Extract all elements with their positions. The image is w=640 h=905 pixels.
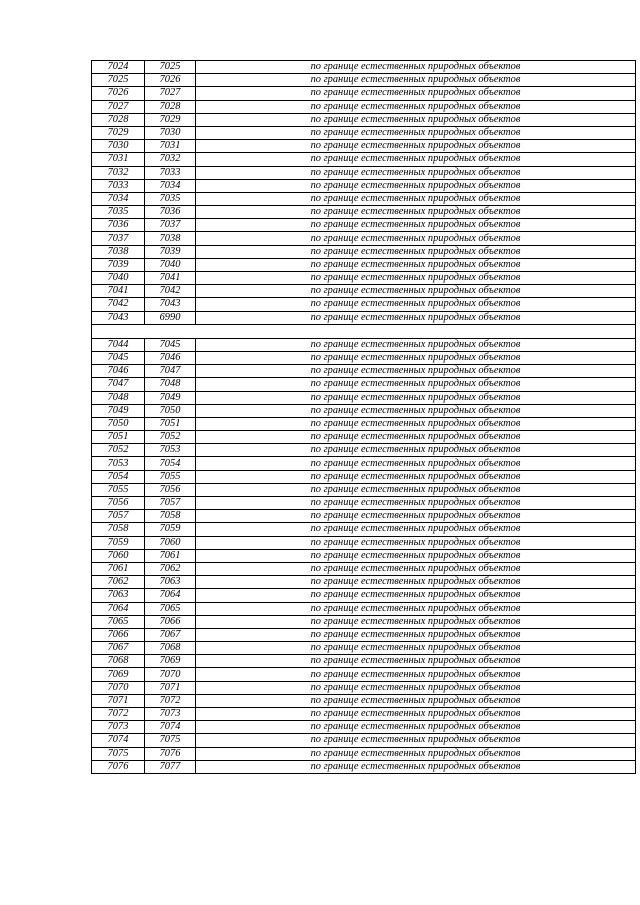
from-point-cell: 7042: [92, 298, 145, 311]
boundary-description-cell: по границе естественных природных объектов: [196, 219, 636, 232]
table-row: [92, 61, 636, 74]
boundary-description-cell: по границе естественных природных объектов: [196, 655, 636, 668]
from-point-cell: 7044: [92, 338, 145, 351]
table-row: [92, 694, 636, 707]
table-row: [92, 404, 636, 417]
boundary-description-cell: по границе естественных природных объектов: [196, 708, 636, 721]
boundary-description-cell: по границе естественных природных объектов: [196, 166, 636, 179]
boundary-description-cell: по границе естественных природных объектов: [196, 576, 636, 589]
to-point-cell: 7028: [145, 100, 196, 113]
table-row: [92, 87, 636, 100]
from-point-cell: 7069: [92, 668, 145, 681]
to-point-cell: 7071: [145, 681, 196, 694]
from-point-cell: 7030: [92, 140, 145, 153]
from-point-cell: 7032: [92, 166, 145, 179]
to-point-cell: 7051: [145, 417, 196, 430]
table-row: [92, 589, 636, 602]
boundary-description-cell: по границе естественных природных объектов: [196, 444, 636, 457]
from-point-cell: 7027: [92, 100, 145, 113]
to-point-cell: 7077: [145, 760, 196, 773]
to-point-cell: 7067: [145, 628, 196, 641]
from-point-cell: 7051: [92, 431, 145, 444]
table-row: [92, 365, 636, 378]
to-point-cell: 6990: [145, 311, 196, 324]
table-row: [92, 602, 636, 615]
boundary-table-body: [92, 61, 636, 774]
table-row: [92, 523, 636, 536]
table-row: [92, 668, 636, 681]
from-point-cell: 7033: [92, 179, 145, 192]
from-point-cell: 7052: [92, 444, 145, 457]
to-point-cell: 7061: [145, 549, 196, 562]
from-point-cell: 7024: [92, 61, 145, 74]
boundary-description-cell: по границе естественных природных объектов: [196, 681, 636, 694]
table-row: [92, 417, 636, 430]
to-point-cell: 7045: [145, 338, 196, 351]
to-point-cell: 7032: [145, 153, 196, 166]
boundary-description-cell: по границе естественных природных объектов: [196, 206, 636, 219]
boundary-description-cell: по границе естественных природных объектов: [196, 483, 636, 496]
from-point-cell: 7045: [92, 351, 145, 364]
from-point-cell: 7070: [92, 681, 145, 694]
to-point-cell: 7073: [145, 708, 196, 721]
from-point-cell: 7075: [92, 747, 145, 760]
boundary-description-cell: по границе естественных природных объектов: [196, 734, 636, 747]
boundary-description-cell: по границе естественных природных объектов: [196, 549, 636, 562]
table-row: [92, 681, 636, 694]
boundary-description-cell: по границе естественных природных объектов: [196, 431, 636, 444]
to-point-cell: 7075: [145, 734, 196, 747]
to-point-cell: 7049: [145, 391, 196, 404]
table-row: [92, 483, 636, 496]
table-row: [92, 179, 636, 192]
from-point-cell: 7029: [92, 126, 145, 139]
boundary-description-cell: по границе естественных природных объектов: [196, 589, 636, 602]
to-point-cell: 7038: [145, 232, 196, 245]
from-point-cell: 7031: [92, 153, 145, 166]
to-point-cell: 7029: [145, 113, 196, 126]
table-row: [92, 721, 636, 734]
boundary-description-cell: по границе естественных природных объектов: [196, 192, 636, 205]
table-row: [92, 536, 636, 549]
boundary-description-cell: по границе естественных природных объектов: [196, 365, 636, 378]
table-row: [92, 126, 636, 139]
boundary-description-cell: по границе естественных природных объектов: [196, 404, 636, 417]
from-point-cell: 7048: [92, 391, 145, 404]
table-row: [92, 747, 636, 760]
to-point-cell: 7052: [145, 431, 196, 444]
to-point-cell: 7064: [145, 589, 196, 602]
table-row: [92, 272, 636, 285]
table-row: [92, 74, 636, 87]
from-point-cell: 7037: [92, 232, 145, 245]
from-point-cell: 7049: [92, 404, 145, 417]
table-row: [92, 510, 636, 523]
boundary-description-cell: по границе естественных природных объектов: [196, 179, 636, 192]
boundary-description-cell: по границе естественных природных объектов: [196, 311, 636, 324]
to-point-cell: 7042: [145, 285, 196, 298]
boundary-description-cell: по границе естественных природных объектов: [196, 615, 636, 628]
table-row: [92, 140, 636, 153]
table-row: [92, 391, 636, 404]
to-point-cell: 7069: [145, 655, 196, 668]
to-point-cell: 7054: [145, 457, 196, 470]
table-row: [92, 245, 636, 258]
to-point-cell: 7033: [145, 166, 196, 179]
boundary-description-cell: по границе естественных природных объектов: [196, 87, 636, 100]
to-point-cell: 7046: [145, 351, 196, 364]
boundary-description-cell: по границе естественных природных объектов: [196, 523, 636, 536]
table-row: [92, 615, 636, 628]
to-point-cell: 7068: [145, 642, 196, 655]
table-row: [92, 576, 636, 589]
table-row: [92, 338, 636, 351]
boundary-description-cell: по границе естественных природных объектов: [196, 378, 636, 391]
group-separator-row: [92, 324, 636, 338]
table-row: [92, 378, 636, 391]
to-point-cell: 7048: [145, 378, 196, 391]
from-point-cell: 7056: [92, 497, 145, 510]
boundary-description-cell: по границе естественных природных объектов: [196, 272, 636, 285]
table-row: [92, 549, 636, 562]
boundary-description-cell: по границе естественных природных объектов: [196, 351, 636, 364]
table-row: [92, 444, 636, 457]
to-point-cell: 7066: [145, 615, 196, 628]
to-point-cell: 7063: [145, 576, 196, 589]
from-point-cell: 7066: [92, 628, 145, 641]
boundary-table: [91, 60, 636, 774]
table-row: [92, 760, 636, 773]
to-point-cell: 7040: [145, 258, 196, 271]
table-row: [92, 166, 636, 179]
boundary-description-cell: по границе естественных природных объектов: [196, 338, 636, 351]
to-point-cell: 7057: [145, 497, 196, 510]
to-point-cell: 7035: [145, 192, 196, 205]
from-point-cell: 7060: [92, 549, 145, 562]
from-point-cell: 7041: [92, 285, 145, 298]
to-point-cell: 7055: [145, 470, 196, 483]
table-row: [92, 497, 636, 510]
boundary-description-cell: по границе естественных природных объектов: [196, 153, 636, 166]
from-point-cell: 7034: [92, 192, 145, 205]
from-point-cell: 7038: [92, 245, 145, 258]
from-point-cell: 7073: [92, 721, 145, 734]
from-point-cell: 7046: [92, 365, 145, 378]
table-row: [92, 457, 636, 470]
from-point-cell: 7039: [92, 258, 145, 271]
from-point-cell: 7062: [92, 576, 145, 589]
boundary-description-cell: по границе естественных природных объектов: [196, 391, 636, 404]
from-point-cell: 7025: [92, 74, 145, 87]
to-point-cell: 7043: [145, 298, 196, 311]
to-point-cell: 7062: [145, 562, 196, 575]
boundary-description-cell: по границе естественных природных объектов: [196, 721, 636, 734]
boundary-description-cell: по границе естественных природных объектов: [196, 470, 636, 483]
from-point-cell: 7067: [92, 642, 145, 655]
boundary-description-cell: по границе естественных природных объектов: [196, 747, 636, 760]
table-row: [92, 734, 636, 747]
table-row: [92, 219, 636, 232]
from-point-cell: 7043: [92, 311, 145, 324]
to-point-cell: 7047: [145, 365, 196, 378]
boundary-description-cell: по границе естественных природных объектов: [196, 602, 636, 615]
boundary-description-cell: по границе естественных природных объектов: [196, 100, 636, 113]
from-point-cell: 7061: [92, 562, 145, 575]
from-point-cell: 7055: [92, 483, 145, 496]
to-point-cell: 7041: [145, 272, 196, 285]
to-point-cell: 7065: [145, 602, 196, 615]
from-point-cell: 7068: [92, 655, 145, 668]
boundary-description-cell: по границе естественных природных объектов: [196, 457, 636, 470]
group-separator-cell: [92, 324, 636, 338]
from-point-cell: 7040: [92, 272, 145, 285]
to-point-cell: 7050: [145, 404, 196, 417]
table-row: [92, 113, 636, 126]
to-point-cell: 7027: [145, 87, 196, 100]
boundary-description-cell: по границе естественных природных объектов: [196, 642, 636, 655]
table-row: [92, 642, 636, 655]
from-point-cell: 7063: [92, 589, 145, 602]
to-point-cell: 7060: [145, 536, 196, 549]
boundary-description-cell: по границе естественных природных объектов: [196, 74, 636, 87]
from-point-cell: 7072: [92, 708, 145, 721]
boundary-description-cell: по границе естественных природных объектов: [196, 760, 636, 773]
from-point-cell: 7028: [92, 113, 145, 126]
to-point-cell: 7036: [145, 206, 196, 219]
table-row: [92, 258, 636, 271]
to-point-cell: 7030: [145, 126, 196, 139]
boundary-description-cell: по границе естественных природных объектов: [196, 510, 636, 523]
from-point-cell: 7054: [92, 470, 145, 483]
boundary-description-cell: по границе естественных природных объектов: [196, 497, 636, 510]
from-point-cell: 7026: [92, 87, 145, 100]
from-point-cell: 7058: [92, 523, 145, 536]
to-point-cell: 7056: [145, 483, 196, 496]
from-point-cell: 7057: [92, 510, 145, 523]
from-point-cell: 7047: [92, 378, 145, 391]
from-point-cell: 7064: [92, 602, 145, 615]
boundary-description-cell: по границе естественных природных объектов: [196, 232, 636, 245]
boundary-description-cell: по границе естественных природных объектов: [196, 536, 636, 549]
boundary-description-cell: по границе естественных природных объектов: [196, 298, 636, 311]
table-row: [92, 628, 636, 641]
to-point-cell: 7059: [145, 523, 196, 536]
to-point-cell: 7070: [145, 668, 196, 681]
table-row: [92, 708, 636, 721]
table-row: [92, 431, 636, 444]
table-row: [92, 100, 636, 113]
boundary-description-cell: по границе естественных природных объектов: [196, 694, 636, 707]
table-row: [92, 232, 636, 245]
table-row: [92, 562, 636, 575]
from-point-cell: 7050: [92, 417, 145, 430]
boundary-description-cell: по границе естественных природных объектов: [196, 113, 636, 126]
boundary-description-cell: по границе естественных природных объектов: [196, 140, 636, 153]
to-point-cell: 7076: [145, 747, 196, 760]
from-point-cell: 7035: [92, 206, 145, 219]
from-point-cell: 7076: [92, 760, 145, 773]
from-point-cell: 7071: [92, 694, 145, 707]
from-point-cell: 7065: [92, 615, 145, 628]
to-point-cell: 7053: [145, 444, 196, 457]
to-point-cell: 7026: [145, 74, 196, 87]
boundary-description-cell: по границе естественных природных объектов: [196, 245, 636, 258]
boundary-description-cell: по границе естественных природных объектов: [196, 61, 636, 74]
to-point-cell: 7039: [145, 245, 196, 258]
to-point-cell: 7034: [145, 179, 196, 192]
to-point-cell: 7037: [145, 219, 196, 232]
from-point-cell: 7059: [92, 536, 145, 549]
table-row: [92, 153, 636, 166]
table-row: [92, 655, 636, 668]
table-row: [92, 285, 636, 298]
from-point-cell: 7036: [92, 219, 145, 232]
table-row: [92, 192, 636, 205]
boundary-description-cell: по границе естественных природных объектов: [196, 417, 636, 430]
boundary-description-cell: по границе естественных природных объектов: [196, 285, 636, 298]
to-point-cell: 7025: [145, 61, 196, 74]
table-row: [92, 206, 636, 219]
to-point-cell: 7074: [145, 721, 196, 734]
boundary-description-cell: по границе естественных природных объектов: [196, 628, 636, 641]
to-point-cell: 7031: [145, 140, 196, 153]
to-point-cell: 7058: [145, 510, 196, 523]
table-row: [92, 311, 636, 324]
from-point-cell: 7053: [92, 457, 145, 470]
table-row: [92, 298, 636, 311]
to-point-cell: 7072: [145, 694, 196, 707]
from-point-cell: 7074: [92, 734, 145, 747]
table-row: [92, 351, 636, 364]
boundary-description-cell: по границе естественных природных объектов: [196, 562, 636, 575]
table-row: [92, 470, 636, 483]
boundary-description-cell: по границе естественных природных объектов: [196, 258, 636, 271]
boundary-description-cell: по границе естественных природных объектов: [196, 668, 636, 681]
boundary-description-cell: по границе естественных природных объектов: [196, 126, 636, 139]
